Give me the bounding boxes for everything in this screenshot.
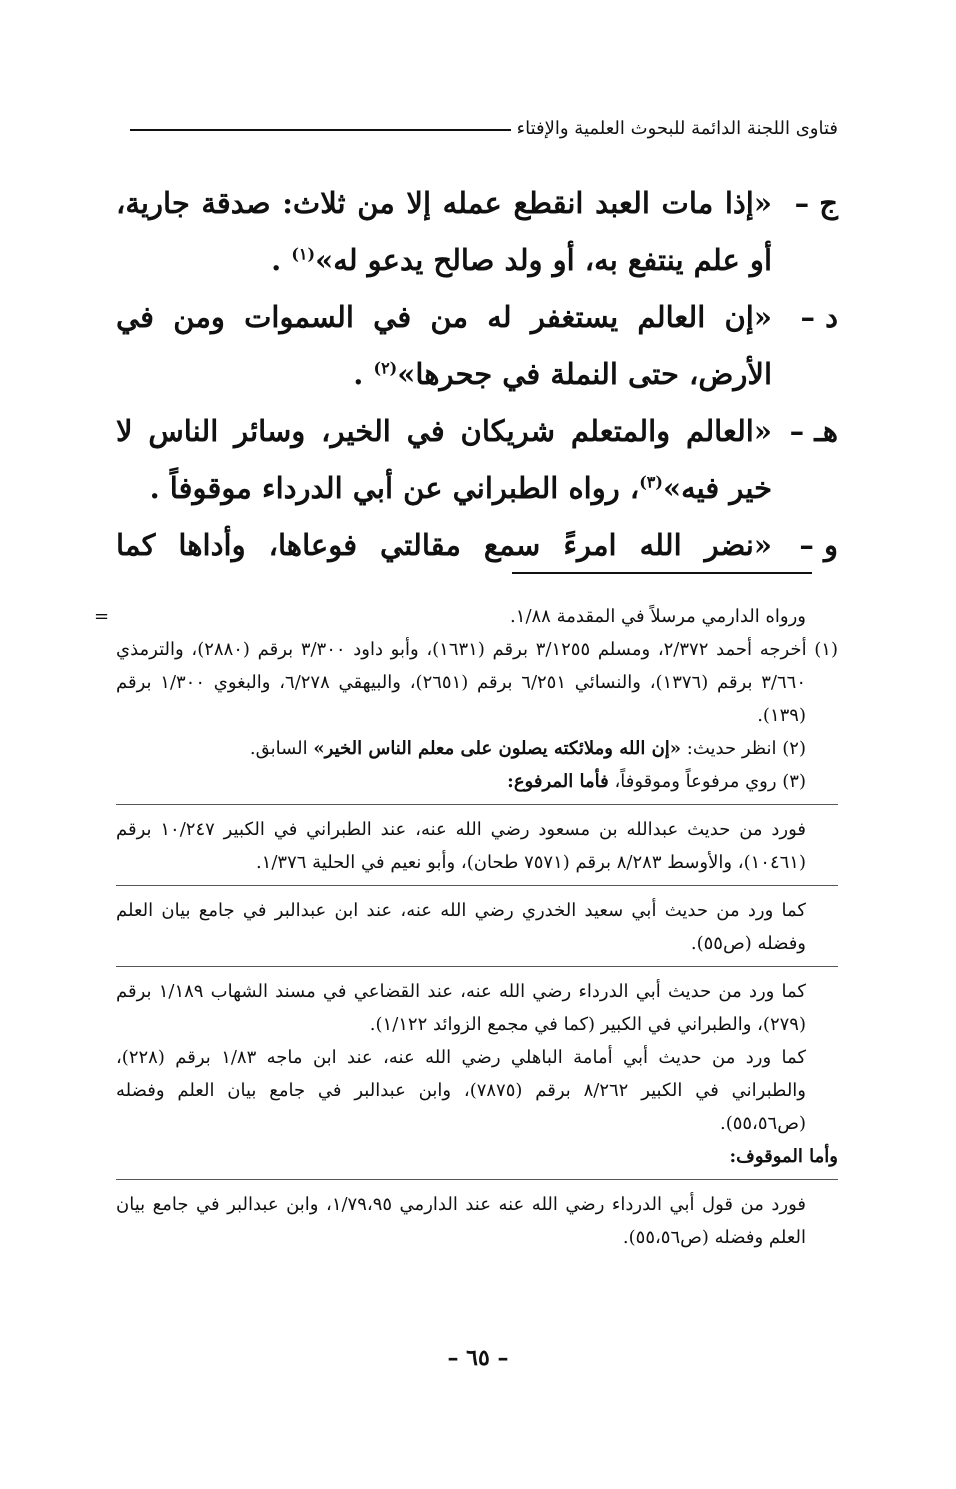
hadith-quote: «العالم والمتعلم شريكان في الخير، وسائر الناس لا خير فيه» (116, 414, 772, 505)
footnote-para-abu-darda: كما ورد من حديث أبي الدرداء رضي الله عنه، عند القضاعي في مسند الشهاب ١/١٨٩ برقم (٢٧٩)، والطبراني في الكبير (كما في مجمع الزوائد ١/١٢٢). (116, 981, 807, 1035)
hadith-quote: «إن العالم يستغفر له من في السموات ومن في الأرض، حتى النملة في جحرها» (116, 300, 772, 391)
footnotes (94, 600, 838, 1254)
footnote-1: (١) أخرجه أحمد ٢/٣٧٢، ومسلم ٣/١٢٥٥ برقم (١٦٣١)، وأبو داود ٣/٣٠٠ برقم (٢٨٨٠)، والترمذي ٣/٦٦٠ برقم (١٣٧٦)، والنسائي ٦/٢٥١ برقم (٢٦٥١)، والبيهقي ٦/٢٧٨، والبغوي ١/٣٠٠ برقم (١٣٩). (116, 639, 838, 726)
item-end: . (353, 357, 374, 391)
footnote-continuation (94, 600, 838, 633)
item-marker: و – (799, 528, 838, 562)
item-end: . (271, 243, 292, 277)
mawquf-heading: وأما الموقوف: (729, 1146, 838, 1167)
item-text (116, 517, 772, 574)
running-header (130, 113, 838, 143)
divider (116, 1179, 838, 1180)
item-end: ، رواه الطبراني عن أبي الدرداء موقوفاً . (149, 471, 640, 505)
footnote-para-ibn-masud: فورد من حديث عبدالله بن مسعود رضي الله عنه، عند الطبراني في الكبير ١٠/٢٤٧ برقم (١٠٤٦١)، والأوسط ٨/٢٨٣ برقم (٧٥٧١ طحان)، وأبو نعيم في الحلية ١/٣٧٦. (116, 819, 806, 873)
footnote-ref: (٢) (373, 358, 398, 378)
item-marker: ج – (794, 186, 838, 220)
item-marker: د – (800, 300, 838, 334)
continuation-text: ورواه الدارمي مرسلاً في المقدمة ١/٨٨. (510, 606, 806, 627)
footnote-2 (116, 732, 838, 765)
fn2-suffix: السابق. (249, 738, 314, 759)
item-text (116, 289, 772, 403)
fn3-prefix: (٣) روي مرفوعاً وموقوفاً، (608, 771, 806, 792)
page-number: – ٦٥ – (447, 1345, 509, 1371)
hadith-item-jim (116, 175, 838, 289)
footnote-ref: (٣) (639, 472, 663, 492)
hadith-item-ha (116, 403, 838, 517)
fn2-quote: «إن الله وملائكته يصلون على معلم الناس الخير» (313, 738, 682, 759)
divider (116, 966, 838, 967)
footnote-3 (116, 765, 838, 798)
footnote-para-abu-umama: كما ورد من حديث أبي أمامة الباهلي رضي الله عنه، عند ابن ماجه ١/٨٣ برقم (٢٢٨)، والطبراني في الكبير ٨/٢٦٢ برقم (٧٨٧٥)، وابن عبدالبر في جامع بيان العلم وفضله (ص٥٥،٥٦). (116, 1047, 806, 1134)
fn2-prefix: (٢) انظر حديث: (681, 738, 806, 759)
divider (116, 885, 838, 886)
hadith-item-waw (116, 517, 838, 574)
footnote-separator (512, 572, 812, 574)
fn3-heading: فأما المرفوع: (507, 771, 609, 792)
header-rule (130, 129, 511, 131)
item-text (116, 175, 772, 289)
hadith-quote: «نضر الله امرءً سمع مقالتي فوعاها، وأداها كما (116, 528, 772, 562)
item-text (116, 403, 772, 517)
main-text (116, 175, 838, 574)
footnote-para-abu-said: كما ورد من حديث أبي سعيد الخدري رضي الله عنه، عند ابن عبدالبر في جامع بيان العلم وفضله (ص٥٥). (116, 900, 806, 954)
footnote-ref: (١) (291, 244, 316, 264)
hadith-quote: «إذا مات العبد انقطع عمله إلا من ثلاث: صدقة جارية، أو علم ينتفع به، أو ولد صالح يدعو له» (116, 186, 772, 277)
continuation-mark: = (94, 606, 110, 627)
hadith-item-dal (116, 289, 838, 403)
divider (116, 804, 838, 805)
item-marker: هـ – (789, 414, 838, 448)
footnote-para-mawquf: فورد من قول أبي الدرداء رضي الله عنه عند الدارمي ١/٧٩،٩٥، وابن عبدالبر في جامع بيان العلم وفضله (ص٥٥،٥٦). (116, 1194, 806, 1248)
running-header-title: فتاوى اللجنة الدائمة للبحوث العلمية والإفتاء (516, 117, 838, 139)
